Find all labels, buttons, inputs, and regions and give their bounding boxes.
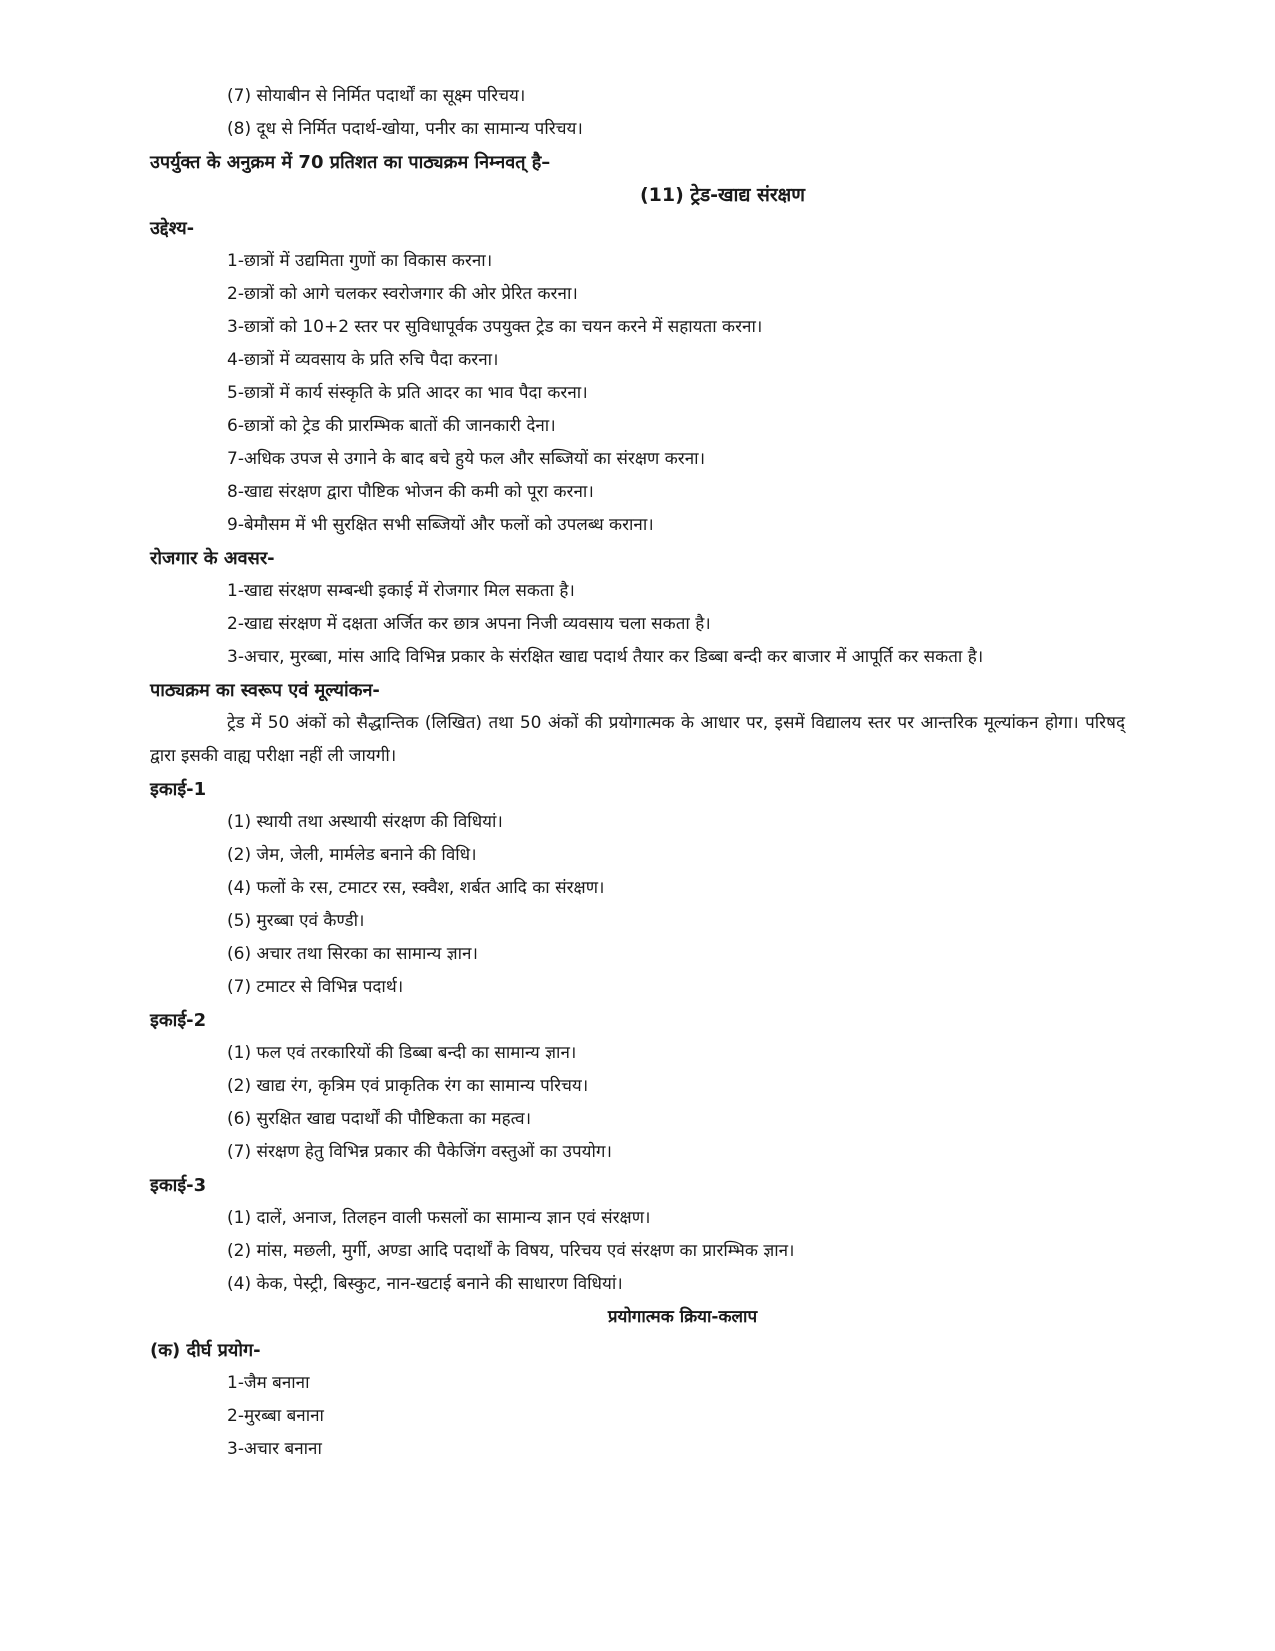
objective-item: 2-छात्रों को आगे चलकर स्वरोजगार की ओर प्रेरित करना। xyxy=(227,284,578,304)
objective-item: 3-छात्रों को 10+2 स्तर पर सुविधापूर्वक उपयुक्त ट्रेड का चयन करने में सहायता करना। xyxy=(227,317,763,337)
unit-1-item: (7) टमाटर से विभिन्न पदार्थ। xyxy=(227,977,404,997)
unit-1-item: (5) मुरब्बा एवं कैण्डी। xyxy=(227,911,365,931)
objective-item: 5-छात्रों में कार्य संस्कृति के प्रति आदर का भाव पैदा करना। xyxy=(227,383,588,403)
unit-3-item: (4) केक, पेस्ट्री, बिस्कुट, नान-खटाई बनाने की साधारण विधियां। xyxy=(227,1274,623,1294)
practical-subheading: (क) दीर्घ प्रयोग- xyxy=(150,1340,261,1361)
objective-item: 1-छात्रों में उद्यमिता गुणों का विकास करना। xyxy=(227,251,493,271)
objective-item: 4-छात्रों में व्यवसाय के प्रति रुचि पैदा करना। xyxy=(227,350,499,370)
evaluation-text: ट्रेड में 50 अंकों को सैद्धान्तिक (लिखित) तथा 50 अंकों की प्रयोगात्मक के आधार पर, इसमें विद्यालय स्तर पर आन्तरिक मूल्यांकन होगा। परिषद् द्वारा इसकी वाह्य परीक्षा नहीं ली जायगी। xyxy=(150,713,1125,766)
objective-item: 8-खाद्य संरक्षण द्वारा पौष्टिक भोजन की कमी को पूरा करना। xyxy=(227,482,594,502)
practical-title: प्रयोगात्मक क्रिया-कलाप xyxy=(607,1307,758,1327)
employment-item: 1-खाद्य संरक्षण सम्बन्धी इकाई में रोजगार मिल सकता है। xyxy=(227,581,575,601)
practical-item: 2-मुरब्बा बनाना xyxy=(227,1406,324,1426)
unit-3-item: (1) दालें, अनाज, तिलहन वाली फसलों का सामान्य ज्ञान एवं संरक्षण। xyxy=(227,1208,651,1228)
unit-3-heading: इकाई-3 xyxy=(150,1175,207,1196)
unit-1-item: (1) स्थायी तथा अस्थायी संरक्षण की विधियां। xyxy=(227,812,503,832)
objective-item: 9-बेमौसम में भी सुरक्षित सभी सब्जियों और फलों को उपलब्ध कराना। xyxy=(227,515,654,535)
practical-item: 3-अचार बनाना xyxy=(227,1439,322,1459)
unit-2-heading: इकाई-2 xyxy=(150,1010,207,1031)
unit-1-item: (2) जेम, जेली, मार्मलेड बनाने की विधि। xyxy=(227,845,477,865)
objective-item: 6-छात्रों को ट्रेड की प्रारम्भिक बातों की जानकारी देना। xyxy=(227,416,556,436)
unit-2-item: (6) सुरक्षित खाद्य पदार्थों की पौष्टिकता का महत्व। xyxy=(227,1109,532,1129)
unit-3-item: (2) मांस, मछली, मुर्गी, अण्डा आदि पदार्थों के विषय, परिचय एवं संरक्षण का प्रारम्भिक ज्ञान। xyxy=(227,1241,795,1261)
unit-1-heading: इकाई-1 xyxy=(150,779,207,800)
objective-item: 7-अधिक उपज से उगाने के बाद बचे हुये फल और सब्जियों का संरक्षण करना। xyxy=(227,449,706,469)
trade-title: (11) ट्रेड-खाद्य संरक्षण xyxy=(639,184,806,206)
syllabus-note: उपर्युक्त के अनुक्रम में 70 प्रतिशत का पाठ्यक्रम निम्नवत् है– xyxy=(150,152,551,173)
unit-2-item: (7) संरक्षण हेतु विभिन्न प्रकार की पैकेजिंग वस्तुओं का उपयोग। xyxy=(227,1142,612,1162)
unit-1-item: (6) अचार तथा सिरका का सामान्य ज्ञान। xyxy=(227,944,478,964)
intro-item-7: (7) सोयाबीन से निर्मित पदार्थों का सूक्ष्म परिचय। xyxy=(227,86,526,106)
unit-2-item: (1) फल एवं तरकारियों की डिब्बा बन्दी का सामान्य ज्ञान। xyxy=(227,1043,577,1063)
unit-1-item: (4) फलों के रस, टमाटर रस, स्क्वैश, शर्बत आदि का संरक्षण। xyxy=(227,878,605,898)
practical-item: 1-जैम बनाना xyxy=(227,1373,310,1393)
intro-item-8: (8) दूध से निर्मित पदार्थ-खोया, पनीर का सामान्य परिचय। xyxy=(227,119,583,139)
objectives-heading: उद्देश्य- xyxy=(150,218,195,239)
employment-item: 2-खाद्य संरक्षण में दक्षता अर्जित कर छात्र अपना निजी व्यवसाय चला सकता है। xyxy=(227,614,711,634)
employment-heading: रोजगार के अवसर- xyxy=(150,548,275,569)
unit-2-item: (2) खाद्य रंग, कृत्रिम एवं प्राकृतिक रंग का सामान्य परिचय। xyxy=(227,1076,589,1096)
employment-item-3: 3-अचार, मुरब्बा, मांस आदि विभिन्न प्रकार के संरक्षित खाद्य पदार्थ तैयार कर डिब्बा बन्दी कर बाजार में आपूर्ति कर सकता है। xyxy=(227,647,984,667)
evaluation-heading: पाठ्यक्रम का स्वरूप एवं मूल्यांकन- xyxy=(150,680,380,701)
